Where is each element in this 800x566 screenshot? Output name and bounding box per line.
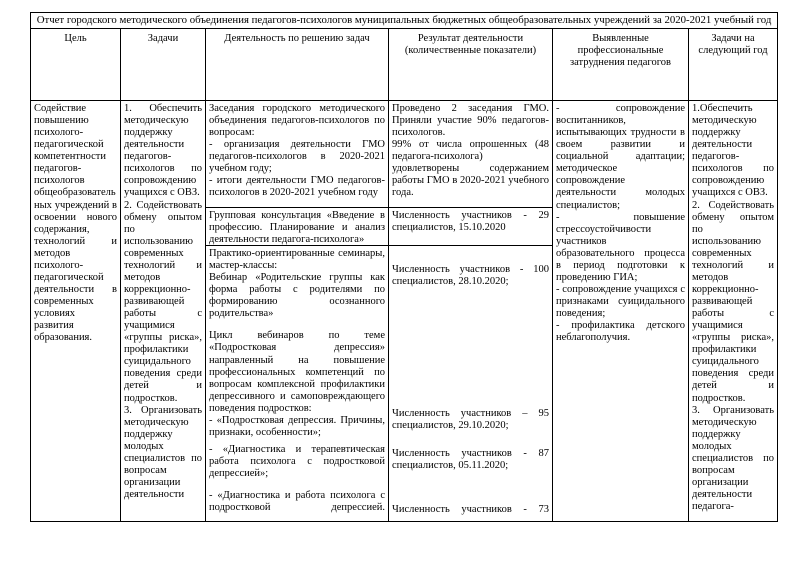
goal-cell <box>31 101 121 521</box>
seminars-heading: Практико-ориентированные семинары, мастер-классы: <box>209 248 385 272</box>
task-item: 2. Содействовать обмену опытом по использованию современных технологий и методов коррекционно-развивающей работы с учащимися «группы риска», профилактики суицидального поведения среди детей и подростков. <box>124 199 202 404</box>
next-year-task-item: 1.Обеспечить методическую поддержку деятельности педагогов-психологов по сопровождению учащихся с ОВЗ. <box>692 103 774 199</box>
results-meetings-cell <box>389 101 553 208</box>
activities-meetings-item: - организация деятельности ГМО педагогов-психологов в 2020-2021 учебном году; <box>209 139 385 175</box>
seminar-cycle-item: - «Диагностика и терапевтическая работа психолога с подростковой депрессией»; <box>209 443 385 480</box>
activities-meetings-cell <box>206 101 389 208</box>
seminar-cycle-intro: Цикл вебинаров по теме «Подростковая депрессия» направленный на повышение профессиональных компетенций по вопросам комплексной профилактики депрессивного и самоповреждающего поведения подростков: <box>209 330 385 414</box>
header-difficulties: Выявленные профессиональные затруднения педагогов <box>553 29 689 100</box>
header-tasks: Задачи <box>121 29 206 100</box>
header-goal: Цель <box>31 29 121 100</box>
results-count: Численность участников - 87 специалистов, 05.11.2020; <box>392 448 549 472</box>
difficulty-item: - сопровождение учащихся с признаками суицидального поведения; <box>556 283 685 320</box>
report-table <box>30 12 778 522</box>
difficulties-cell <box>553 101 689 521</box>
activities-meetings-intro: Заседания городского методического объединения педагогов-психологов по вопросам: <box>209 103 385 139</box>
activities-seminars-cell <box>206 246 389 521</box>
task-item: 3. Организовать методическую поддержку молодых специалистов по вопросам организации деятельности <box>124 404 202 500</box>
results-meetings-text: 99% от числа опрошенных (48 педагога-психолога) удовлетворены содержанием работы ГМО в 2020-2021 учебного года. <box>392 139 549 199</box>
difficulty-item: - сопровождение воспитанников, испытывающих трудности в своем развитии и социальной адаптации; методическое сопровождение деятельности молодых специалистов; <box>556 103 685 211</box>
seminar-webinar: Вебинар «Родительские группы как форма работы с родителями по формированию осознанного родительства» <box>209 272 385 320</box>
header-results: Результат деятельности (количественные показатели) <box>389 29 553 100</box>
table-body-row <box>31 101 777 521</box>
table-header-row <box>31 29 777 101</box>
difficulty-item: - профилактика детского неблагополучия. <box>556 320 685 344</box>
results-consultation-cell <box>389 208 553 246</box>
results-count: Численность участников - 73 <box>392 504 549 516</box>
goal-text: Содействие повышению психолого-педагогической компетентности педагогов-психологов общеобразовательных учреждений в освоении нового содержания, технологий и методов психолого-педагогической деятельности в современных условиях развития образования. <box>34 103 117 344</box>
task-item: 1. Обеспечить методическую поддержку деятельности педагогов-психологов по сопровождению учащихся с ОВЗ. <box>124 103 202 199</box>
activities-consultation-text: Групповая консультация «Введение в профессию. Планирование и анализ деятельности педагога-психолога» <box>209 210 385 246</box>
seminar-cycle-item: - «Диагностика и работа психолога с подростковой депрессией. <box>209 490 385 514</box>
next-year-task-item: 3. Организовать методическую поддержку молодых специалистов по вопросам организации деятельности педагога- <box>692 404 774 513</box>
difficulty-item: - повышение стрессоустойчивости участников образовательного процесса в период подготовки к проведению ГИА; <box>556 211 685 283</box>
results-consultation-text: Численность участников - 29 специалистов, 15.10.2020 <box>392 210 549 234</box>
table-title: Отчет городского методического объединения педагогов-психологов муниципальных бюджетных общеобразовательных учреждений за 2020-2021 учебный год <box>31 13 777 29</box>
activities-meetings-item: - итоги деятельности ГМО педагогов-психологов в 2020-2021 учебном году <box>209 175 385 199</box>
tasks-cell <box>121 101 206 521</box>
results-meetings-text: Проведено 2 заседания ГМО. Приняли участие 90% педагогов-психологов. <box>392 103 549 139</box>
seminar-cycle-item: - «Подростковая депрессия. Причины, признаки, особенности»; <box>209 414 385 438</box>
header-next-year: Задачи на следующий год <box>698 33 768 57</box>
next-year-task-item: 2. Содействовать обмену опытом по использованию современных технологий и методов коррекционно-развивающей работы с учащимися «группы риска», профилактики суицидального поведения среди детей и подростков. <box>692 199 774 404</box>
activities-consultation-cell <box>206 208 389 246</box>
results-count: Численность участников - 100 специалистов, 28.10.2020; <box>392 264 549 288</box>
results-seminars-cell <box>389 246 553 521</box>
next-year-cell <box>689 101 777 521</box>
header-activities: Деятельность по решению задач <box>206 29 389 100</box>
results-count: Численность участников – 95 специалистов, 29.10.2020; <box>392 408 549 432</box>
